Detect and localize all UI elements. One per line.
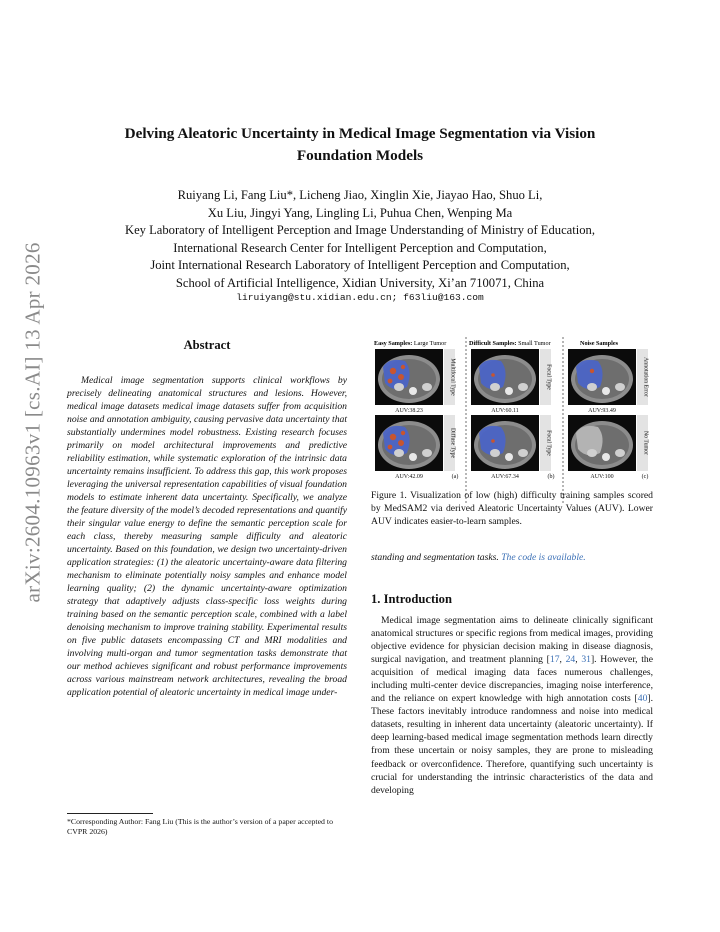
tumor-mask: [401, 431, 405, 435]
auv-label: AUV:38.23: [395, 408, 423, 414]
figure-caption: Figure 1. Visualization of low (high) difficulty training samples scored by MedSAM2 via derived Aleatoric Uncertainty Values (AUV). Lower AUV indicates easier-to-learn samples.: [371, 490, 653, 527]
citation-31[interactable]: 31: [581, 654, 591, 666]
auv-label: AUV:67.34: [491, 474, 519, 480]
figure-header-difficult: Difficult Samples: Small Tumor: [469, 340, 551, 347]
code-link[interactable]: The code is available.: [501, 552, 586, 563]
abstract-continuation: [371, 551, 653, 564]
citation-40[interactable]: 40: [637, 693, 648, 705]
kidney: [615, 383, 625, 391]
kidney: [394, 383, 404, 391]
affiliation-line-2: International Research Center for Intelligent Perception and Computation,: [173, 240, 547, 255]
panel-tag: (b): [547, 474, 555, 480]
citation-17[interactable]: 17: [549, 654, 560, 666]
panel-tag: (a): [451, 474, 459, 480]
kidney: [490, 383, 500, 391]
abstract-body: [67, 374, 347, 699]
tumor-mask: [390, 434, 396, 440]
vertebra: [602, 453, 610, 461]
tumor-mask: [398, 440, 404, 446]
kidney: [490, 449, 500, 457]
type-label: Diffuse Type: [449, 427, 456, 459]
kidney: [422, 383, 432, 391]
type-label: Focal Type: [545, 430, 552, 456]
figure-header-easy: Easy Samples: Large Tumor: [374, 340, 447, 347]
abstract-text: Medical image segmentation supports clinical workflows by precisely delineating anatomical structures and lesions. However, medical image datasets medical image datasets suffer from acquisition noise and annotation ambiguity, causing pervasive data uncertainty that substantially undermines model robustness. Existing research focuses primarily on model architectural improvements and predictive reliability estimation, while systematic exploration of the intrinsic data uncertainty remains insufficient. To address this gap, this work proposes leveraging the universal representation capabilities of visual foundation models to estimate inherent data uncertainty. Specifically, we analyze the feature diversity of the model’s decoded representations and quantify their singular value energy to define the semantic perception scale for each class, thereby measuring sample difficulty and aleatoric uncertainty. Based on this foundation, we design two uncertainty-driven application strategies: (1) the aleatoric uncertainty-aware data filtering mechanism to eliminate potentially noisy samples and enhance model learning quality; (2) the dynamic uncertainty-aware optimization strategy that adaptively adjusts class-specific loss weights during training based on the semantic perception scale, combined with a label denoising mechanism to improve training stability. Experimental results on five public datasets encompassing CT and MRI modalities and involving multi-organ and tumor segmentation tasks demonstrate that our method achieves significant and robust performance improvements across various mainstream network architectures, revealing the broad application potential of aleatoric uncertainty in medical image under-: [67, 375, 347, 698]
vertebra: [409, 453, 417, 461]
title-line-1: Delving Aleatoric Uncertainty in Medical Image Segmentation via Vision: [124, 125, 596, 142]
vertebra: [505, 387, 513, 395]
citation-24[interactable]: 24: [565, 654, 576, 666]
auv-label: AUV:42.09: [395, 474, 423, 480]
tumor-mask: [491, 373, 495, 377]
intro-sep-1: ,: [559, 654, 566, 666]
type-label: Annotation Error: [642, 357, 649, 397]
kidney: [394, 449, 404, 457]
auv-label: AUV:60.11: [491, 408, 519, 414]
kidney: [615, 449, 625, 457]
title-line-2: Foundation Models: [296, 147, 424, 164]
authors-line-1: Ruiyang Li, Fang Liu*, Licheng Jiao, Xinglin Xie, Jiayao Hao, Shuo Li,: [177, 188, 543, 202]
author-block: [60, 187, 660, 292]
abstract-heading: Abstract: [183, 338, 231, 352]
intro-text-1: Medical image segmentation aims to delineate clinically significant anatomical structures or specific regions from medical images, providing objective evidence for physician decision making in disease diagnosis, surgical navigation, and treatment planning [: [371, 615, 653, 666]
footnote: *Corresponding Author: Fang Liu (This is the author’s version of a paper accepted to CVPR 2026): [67, 817, 333, 837]
intro-text-3: ]. These factors inevitably introduce randomness and noise into medical datasets, resulting in inherent data uncertainty (aleatoric uncertainty). If deep learning-based medical image segmentation methods learn directly from these uncertain or noisy samples, they are prone to misleading feedback or overconfidence. Therefore, quantifying such uncertainty is crucial for understanding the intrinsic characteristics of the data and developing: [371, 693, 653, 796]
authors-line-2: Xu Liu, Jingyi Yang, Lingling Li, Puhua Chen, Wenping Ma: [207, 205, 513, 220]
author-emails[interactable]: liruiyang@stu.xidian.edu.cn; f63liu@163.com: [236, 292, 484, 303]
vertebra: [409, 387, 417, 395]
intro-paragraph: [371, 614, 653, 797]
vertebra: [505, 453, 513, 461]
tumor-mask: [401, 365, 405, 369]
affiliation-line-4: School of Artificial Intelligence, Xidian University, Xi’an 710071, China: [175, 275, 545, 290]
panel-tag: (c): [641, 474, 649, 480]
type-label: Multifocal Type: [449, 358, 456, 396]
figure-cells: [375, 349, 649, 480]
tumor-mask: [590, 369, 594, 373]
tumor-mask: [398, 374, 404, 380]
figure-header-noise: Noise Samples: [580, 340, 618, 347]
intro-sep-2: ,: [575, 654, 582, 666]
vertebra: [602, 387, 610, 395]
footnote-rule: [67, 813, 153, 814]
type-label: Focal Type: [545, 364, 552, 390]
kidney: [518, 383, 528, 391]
affiliation-line-1: Key Laboratory of Intelligent Perception and Image Understanding of Ministry of Education,: [124, 223, 596, 237]
arxiv-side-stamp: arXiv:2604.10963v1 [cs.AI] 13 Apr 2026: [20, 242, 45, 603]
paper-title: [60, 123, 660, 167]
tumor-mask: [388, 445, 393, 450]
kidney: [422, 449, 432, 457]
tumor-mask: [388, 379, 393, 384]
kidney: [587, 449, 597, 457]
kidney: [587, 383, 597, 391]
figure-1: [371, 337, 653, 507]
auv-label: AUV:100: [590, 474, 614, 480]
tumor-mask: [491, 439, 495, 443]
continuation-text: standing and segmentation tasks.: [371, 552, 502, 563]
intro-text-2: ]. However, the acquisition of medical imaging data faces numerous challenges, including multi-center device discrepancies, imaging noise interference, and the reliance on expert knowledge with high annotation costs [: [371, 654, 653, 705]
kidney: [518, 449, 528, 457]
type-label: No Tumor: [642, 430, 649, 456]
affiliation-line-3: Joint International Research Laboratory of Intelligent Perception and Computation,: [150, 258, 570, 272]
tumor-mask: [390, 368, 396, 374]
auv-label: AUV:93.49: [588, 408, 616, 414]
intro-heading: 1. Introduction: [371, 592, 452, 606]
